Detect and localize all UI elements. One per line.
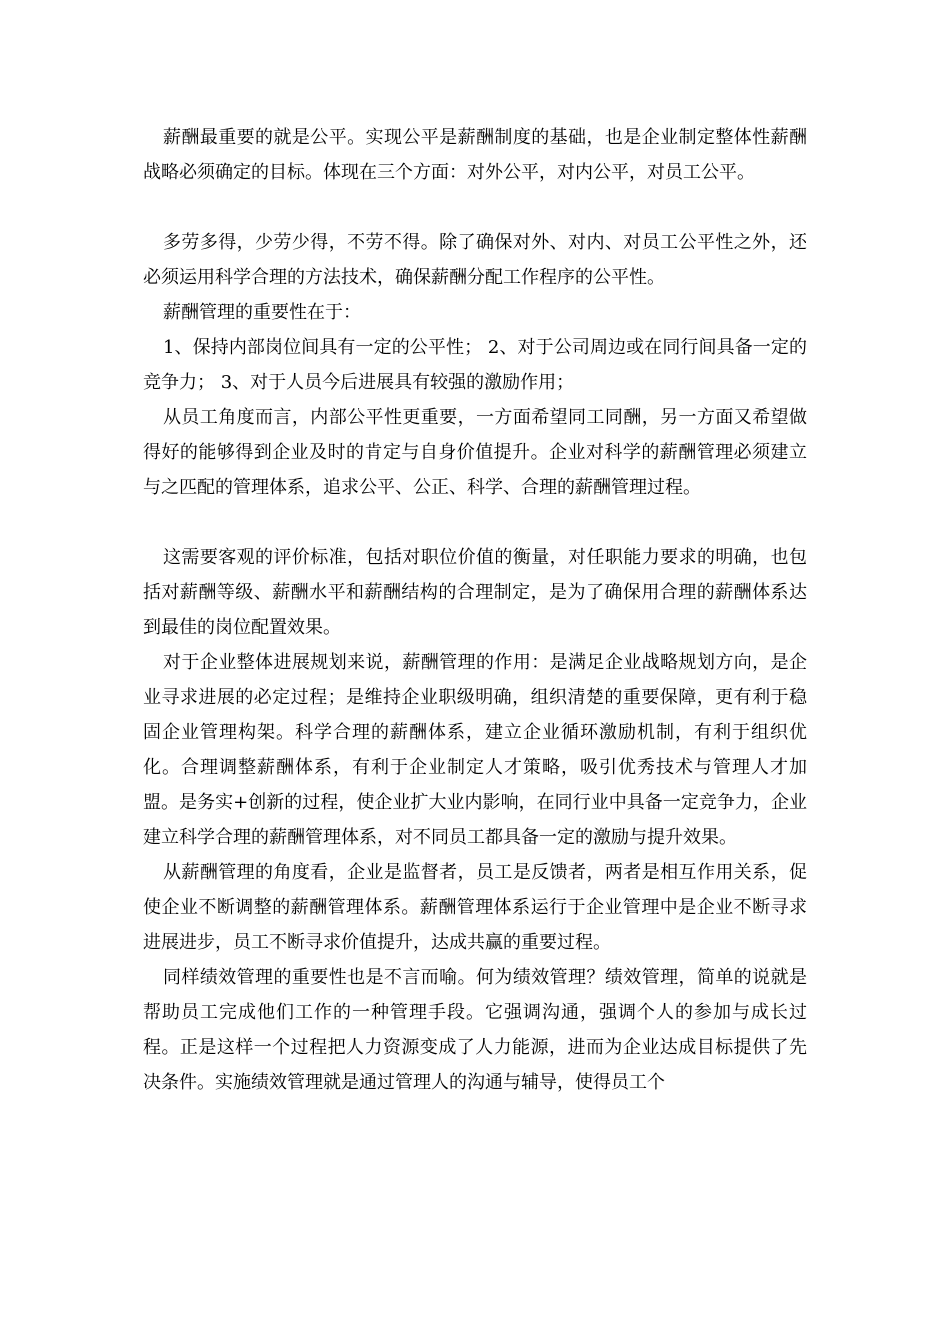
document-body xyxy=(143,120,807,1100)
paragraph-management-angle: 从薪酬管理的角度看，企业是监督者，员工是反馈者，两者是相互作用关系，促使企业不断调整的薪酬管理体系。薪酬管理体系运行于企业管理中是企业不断寻求进展进步，员工不断寻求价值提升，达成共赢的重要过程。 xyxy=(143,862,807,953)
paragraph-employee-view: 从员工角度而言，内部公平性更重要，一方面希望同工同酬，另一方面又希望做得好的能够得到企业及时的肯定与自身价值提升。企业对科学的薪酬管理必须建立与之匹配的管理体系，追求公平、公正、科学、合理的薪酬管理过程。 xyxy=(143,407,807,498)
paragraph-importance-list: 1、保持内部岗位间具有一定的公平性； 2、对于公司周边或在同行间具备一定的竞争力； 3、对于人员今后进展具有较强的激励作用； xyxy=(143,337,807,393)
paragraph-fairness: 薪酬最重要的就是公平。实现公平是薪酬制度的基础，也是企业制定整体性薪酬战略必须确定的目标。体现在三个方面：对外公平，对内公平，对员工公平。 xyxy=(143,127,807,183)
paragraph-gap xyxy=(143,190,807,225)
paragraph-distribution: 多劳多得，少劳少得，不劳不得。除了确保对外、对内、对员工公平性之外，还必须运用科学合理的方法技术，确保薪酬分配工作程序的公平性。 xyxy=(143,232,807,288)
paragraph-evaluation-standard: 这需要客观的评价标准，包括对职位价值的衡量，对任职能力要求的明确，也包括对薪酬等级、薪酬水平和薪酬结构的合理制定，是为了确保用合理的薪酬体系达到最佳的岗位配置效果。 xyxy=(143,547,807,638)
paragraph-enterprise-planning: 对于企业整体进展规划来说，薪酬管理的作用：是满足企业战略规划方向，是企业寻求进展的必定过程；是维持企业职级明确，组织清楚的重要保障，更有利于稳固企业管理构架。科学合理的薪酬体系，建立企业循环激励机制，有利于组织优化。合理调整薪酬体系，有利于企业制定人才策略，吸引优秀技术与管理人才加盟。是务实+创新的过程，使企业扩大业内影响，在同行业中具备一定竞争力，企业建立科学合理的薪酬管理体系，对不同员工都具备一定的激励与提升效果。 xyxy=(143,652,807,848)
paragraph-gap xyxy=(143,505,807,540)
paragraph-importance-heading: 薪酬管理的重要性在于： xyxy=(163,302,361,323)
paragraph-performance-management: 同样绩效管理的重要性也是不言而喻。何为绩效管理？绩效管理，简单的说就是 帮助员工完成他们工作的一种管理手段。它强调沟通，强调个人的参加与成长过程。正是这样一个过程把人力资源变成了人力能源，进而为企业达成目标提供了先决条件。实施绩效管理就是通过管理人的沟通与辅导，使得员工个 xyxy=(143,967,807,1093)
